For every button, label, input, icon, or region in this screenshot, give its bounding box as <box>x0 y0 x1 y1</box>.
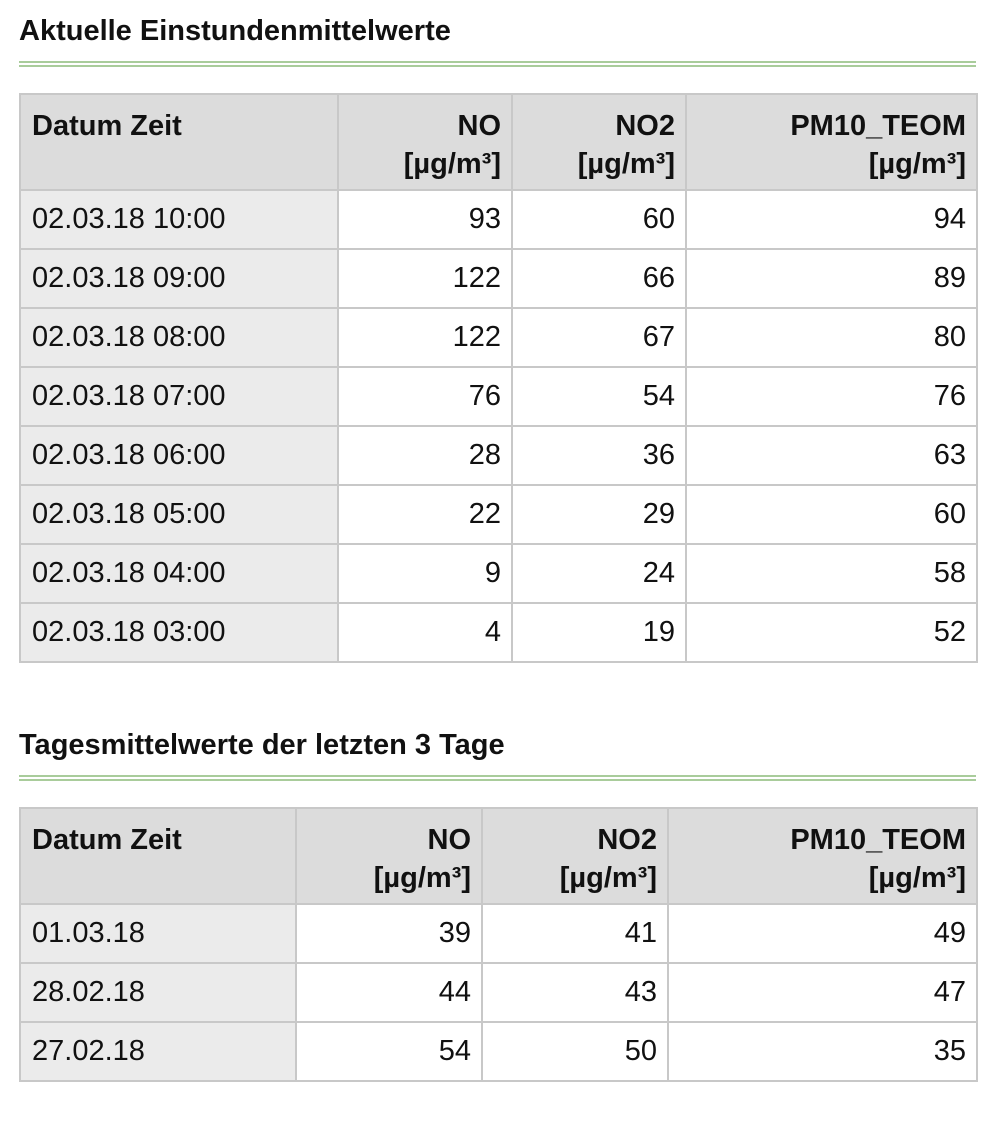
daily-header-no <box>296 808 482 904</box>
header-unit: [µg/m³] <box>868 862 966 894</box>
daily-header-no2 <box>482 808 668 904</box>
table-row <box>20 308 977 367</box>
no2-cell: 29 <box>512 485 686 544</box>
no-cell: 4 <box>338 603 512 662</box>
pm10-cell: 52 <box>686 603 977 662</box>
no-cell: 28 <box>338 426 512 485</box>
datetime-cell: 02.03.18 08:00 <box>20 308 338 367</box>
no2-cell: 41 <box>482 904 668 963</box>
datetime-cell: 02.03.18 03:00 <box>20 603 338 662</box>
daily-table <box>19 807 978 1082</box>
table-row <box>20 367 977 426</box>
hourly-header-pm10 <box>686 94 977 190</box>
header-label: NO <box>427 824 471 856</box>
no2-cell: 67 <box>512 308 686 367</box>
no2-cell: 24 <box>512 544 686 603</box>
header-label: NO <box>457 110 501 142</box>
datetime-cell: 27.02.18 <box>20 1022 296 1081</box>
daily-header-datetime <box>20 808 296 904</box>
table-row <box>20 963 977 1022</box>
header-label: Datum Zeit <box>32 110 182 142</box>
hourly-header-no <box>338 94 512 190</box>
datetime-cell: 02.03.18 05:00 <box>20 485 338 544</box>
no-cell: 22 <box>338 485 512 544</box>
no2-cell: 66 <box>512 249 686 308</box>
pm10-cell: 47 <box>668 963 977 1022</box>
datetime-cell: 02.03.18 07:00 <box>20 367 338 426</box>
header-label: PM10_TEOM <box>790 110 966 142</box>
table-row <box>20 249 977 308</box>
datetime-cell: 02.03.18 04:00 <box>20 544 338 603</box>
hourly-title: Aktuelle Einstundenmittelwerte <box>19 15 451 47</box>
pm10-cell: 58 <box>686 544 977 603</box>
pm10-cell: 49 <box>668 904 977 963</box>
hourly-title-rule <box>19 61 976 67</box>
hourly-table <box>19 93 978 663</box>
no-cell: 122 <box>338 249 512 308</box>
datetime-cell: 01.03.18 <box>20 904 296 963</box>
header-label: Datum Zeit <box>32 824 182 856</box>
datetime-cell: 02.03.18 06:00 <box>20 426 338 485</box>
daily-title-rule <box>19 775 976 781</box>
pm10-cell: 60 <box>686 485 977 544</box>
pm10-cell: 94 <box>686 190 977 249</box>
table-row <box>20 426 977 485</box>
table-row <box>20 603 977 662</box>
header-unit: [µg/m³] <box>373 862 471 894</box>
datetime-cell: 02.03.18 10:00 <box>20 190 338 249</box>
no-cell: 44 <box>296 963 482 1022</box>
hourly-header-no2 <box>512 94 686 190</box>
table-row <box>20 904 977 963</box>
table-row <box>20 485 977 544</box>
daily-section <box>19 728 976 1082</box>
header-unit: [µg/m³] <box>868 148 966 180</box>
no-cell: 93 <box>338 190 512 249</box>
hourly-header-datetime <box>20 94 338 190</box>
pm10-cell: 89 <box>686 249 977 308</box>
header-label: PM10_TEOM <box>790 824 966 856</box>
pm10-cell: 35 <box>668 1022 977 1081</box>
no2-cell: 60 <box>512 190 686 249</box>
datetime-cell: 28.02.18 <box>20 963 296 1022</box>
daily-title: Tagesmittelwerte der letzten 3 Tage <box>19 729 505 761</box>
pm10-cell: 63 <box>686 426 977 485</box>
pm10-cell: 80 <box>686 308 977 367</box>
hourly-header-row <box>20 94 977 190</box>
header-unit: [µg/m³] <box>577 148 675 180</box>
header-label: NO2 <box>597 824 657 856</box>
daily-header-row <box>20 808 977 904</box>
header-unit: [µg/m³] <box>403 148 501 180</box>
no2-cell: 36 <box>512 426 686 485</box>
datetime-cell: 02.03.18 09:00 <box>20 249 338 308</box>
header-label: NO2 <box>615 110 675 142</box>
no-cell: 54 <box>296 1022 482 1081</box>
no2-cell: 19 <box>512 603 686 662</box>
table-row <box>20 190 977 249</box>
daily-header-pm10 <box>668 808 977 904</box>
no-cell: 76 <box>338 367 512 426</box>
pm10-cell: 76 <box>686 367 977 426</box>
no2-cell: 54 <box>512 367 686 426</box>
no-cell: 122 <box>338 308 512 367</box>
table-row <box>20 544 977 603</box>
table-row <box>20 1022 977 1081</box>
no2-cell: 43 <box>482 963 668 1022</box>
no2-cell: 50 <box>482 1022 668 1081</box>
header-unit: [µg/m³] <box>559 862 657 894</box>
hourly-section <box>19 14 976 663</box>
no-cell: 39 <box>296 904 482 963</box>
no-cell: 9 <box>338 544 512 603</box>
